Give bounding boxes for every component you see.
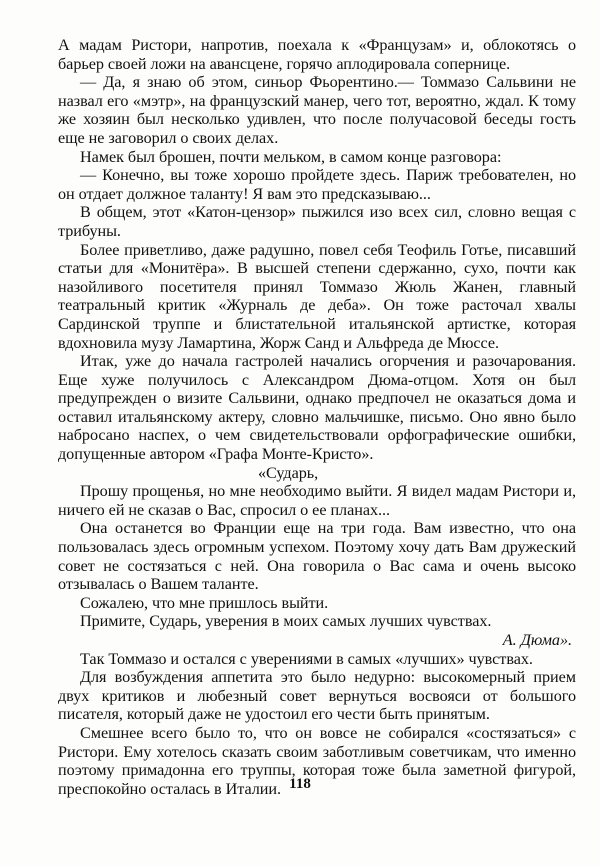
letter-paragraph: Она останется во Франции еще на три года. Вам известно, что она пользовалась здесь огромным успехом. Поэтому хочу дать Вам дружеский совет не состязаться с ней. Она говорила о Вас сама и очень высоко отзывалась о Вашем таланте.: [58, 519, 576, 594]
paragraph: Смешнее всего было то, что он вовсе не собирался «состязаться» с Ристори. Ему хотелось сказать своим заботливым советчикам, что именно поэтому примадонна его труппы, которая тоже была заметной фигурой, преспокойно осталась в Италии.: [58, 723, 576, 798]
letter-salutation: «Сударь,: [258, 463, 319, 482]
paragraph: А мадам Ристори, напротив, поехала к «Французам» и, облокотясь о барьер своей ложи на авансцене, горячо аплодировала сопернице.: [58, 36, 576, 73]
letter-signature: А. Дюма».: [502, 631, 572, 649]
paragraph: Для возбуждения аппетита это было недурно: высокомерный прием двух критиков и любезный совет вернуться восвояси от большого писателя, который даже не удостоил его чести быть принятым.: [58, 668, 576, 724]
paragraph: Итак, уже до начала гастролей начались огорчения и разочарования. Еще хуже получилось с Александром Дюма-отцом. Хотя он был предупрежден о визите Сальвини, однако предпочел не оказаться дома и оставил итальянскому актеру, словно мальчишке, письмо. Оно явно было набросано наспех, о чем свидетельствовали орфографические ошибки, допущенные автором «Графа Монте-Кристо».: [58, 352, 576, 464]
letter-paragraph: Сожалею, что мне пришлось выйти.: [80, 593, 329, 612]
page-number: 118: [289, 776, 311, 792]
letter-paragraph: Прошу прощенья, но мне необходимо выйти. Я видел мадам Ристори и, ничего ей не сказав о Вас, спросил о ее планах...: [58, 482, 576, 519]
book-page-text: [58, 36, 576, 798]
paragraph: Так Томмазо и остался с уверениями в самых «лучших» чувствах.: [80, 649, 533, 668]
paragraph: В общем, этот «Катон-цензор» пыжился изо всех сил, словно вещая с трибуны.: [58, 203, 576, 240]
paragraph: Намек был брошен, почти мельком, в самом конце разговора:: [80, 147, 502, 166]
paragraph: — Да, я знаю об этом, синьор Фьорентино.— Томмазо Сальвини не назвал его «мэтр», на французский манер, чего тот, вероятно, ждал. К тому же хозяин был несколько удивлен, что после получасовой беседы гость еще не заговорил о своих делах.: [58, 73, 576, 147]
paragraph: — Конечно, вы тоже хорошо пройдете здесь. Париж требователен, но он отдает должное таланту! Я вам это предсказываю...: [58, 166, 576, 203]
paragraph: Более приветливо, даже радушно, повел себя Теофиль Готье, писавший статьи для «Монитёра». В высшей степени сдержанно, сухо, почти как назойливого посетителя принял Томмазо Жюль Жанен, главный театральный критик «Журналь де деба». Он тоже расточал хвалы Сардинской труппе и блистательной итальянской артистке, которая вдохновила музу Ламартина, Жорж Санд и Альфреда де Мюссе.: [58, 240, 576, 352]
letter-paragraph: Примите, Сударь, уверения в моих самых лучших чувствах.: [80, 612, 492, 631]
